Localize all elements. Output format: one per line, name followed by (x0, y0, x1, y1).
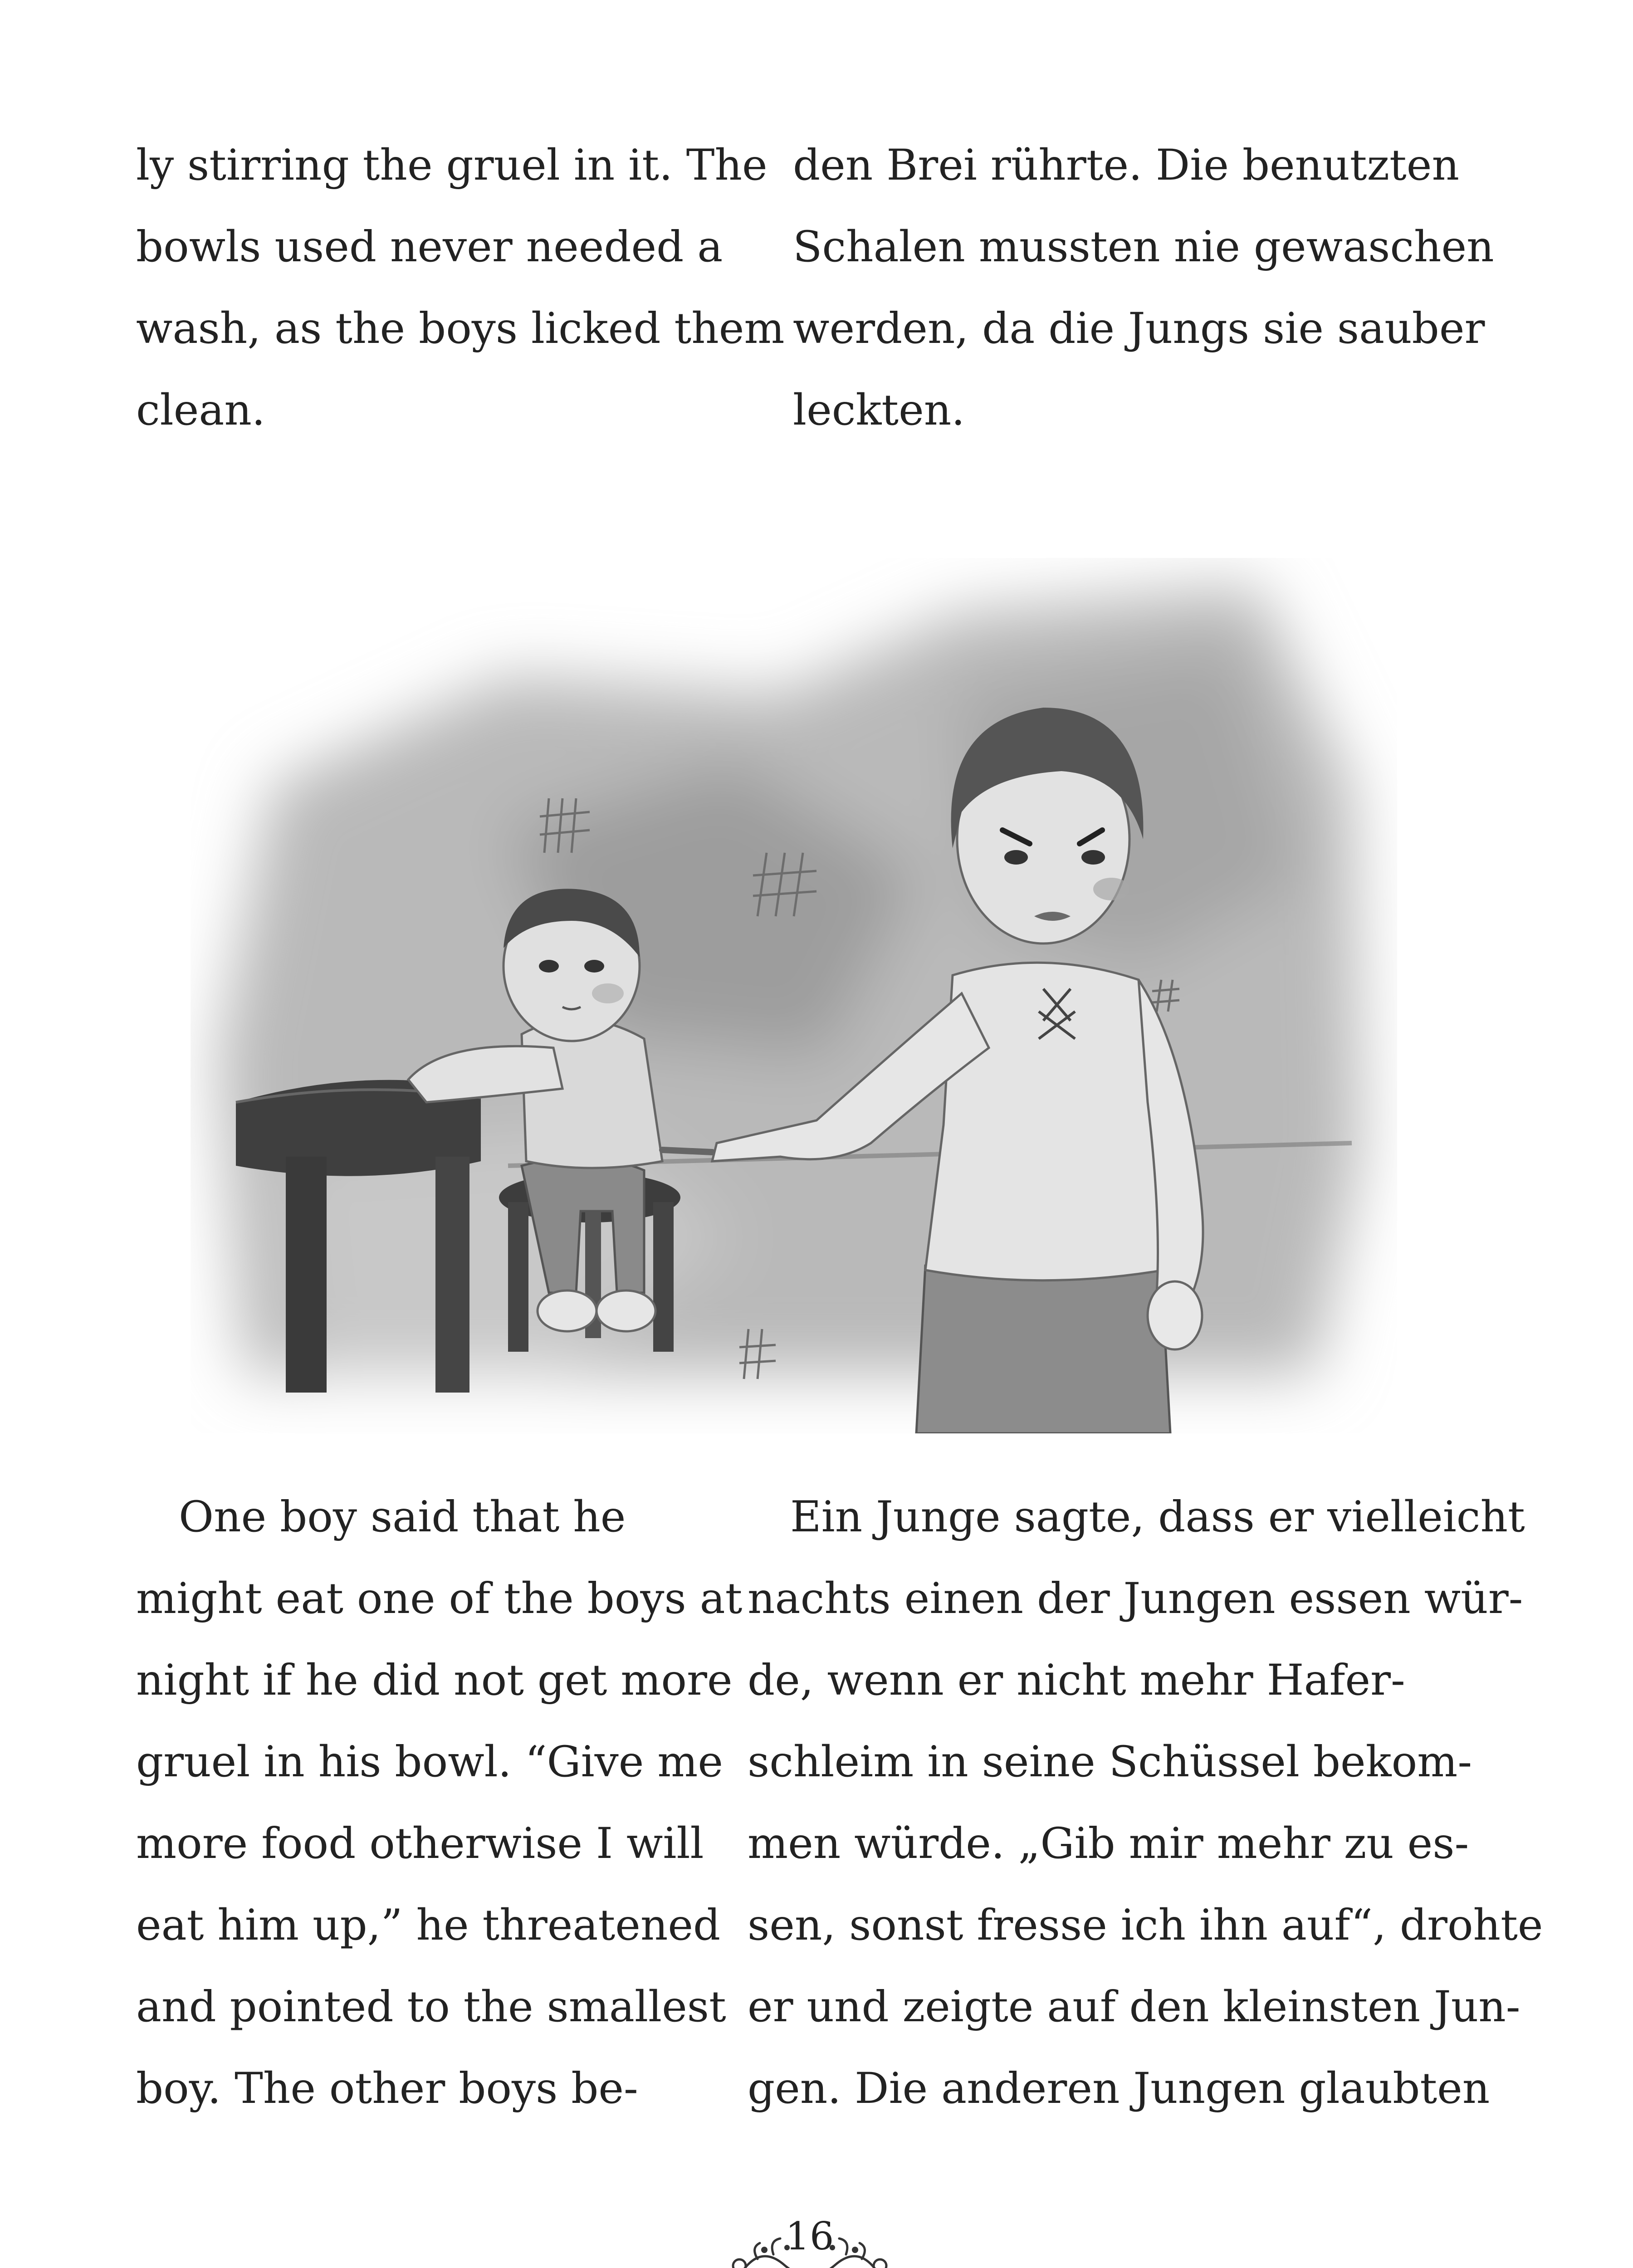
text-line: ly stirring the gruel in it. The (136, 141, 768, 190)
text-line: de, wenn er nicht mehr Hafer- (748, 1656, 1405, 1705)
text-line: night if he did not get more (136, 1656, 733, 1705)
text-line: Ein Junge sagte, dass er vielleicht (748, 1492, 1525, 1542)
page-number: 16 (785, 2214, 834, 2258)
text-line: Schalen mussten nie gewaschen (793, 222, 1494, 272)
text-line: One boy said that he (136, 1492, 626, 1542)
page-footer (714, 2204, 905, 2268)
text-line: gen. Die anderen Jungen glaubten (748, 2064, 1490, 2113)
text-line: er und zeigte auf den kleinsten Jun- (748, 1982, 1521, 2032)
text-line: might eat one of the boys at (136, 1574, 743, 1623)
text-line: men würde. „Gib mir mehr zu es- (748, 1819, 1469, 1868)
text-line: boy. The other boys be- (136, 2064, 638, 2113)
english-text-top (136, 125, 785, 451)
english-text-bottom (136, 1476, 742, 2130)
illustration (191, 558, 1397, 1433)
text-line: schleim in seine Schüssel bekom- (748, 1737, 1472, 1787)
text-line: clean. (136, 386, 265, 435)
text-line: nachts einen der Jungen essen wür- (748, 1574, 1523, 1623)
text-line: gruel in his bowl. “Give me (136, 1737, 724, 1787)
text-line: werden, da die Jungs sie sauber (793, 304, 1485, 353)
text-line: wash, as the boys licked them (136, 304, 785, 353)
text-line: den Brei rührte. Die benutzten (793, 141, 1459, 190)
text-line: leckten. (793, 386, 965, 435)
german-text-top (793, 125, 1494, 451)
text-line: eat him up,” he threatened (136, 1901, 721, 1950)
text-line: more food otherwise I will (136, 1819, 704, 1868)
german-text-bottom (748, 1476, 1543, 2130)
text-line: and pointed to the smallest (136, 1982, 726, 2032)
text-line: bowls used never needed a (136, 222, 723, 272)
text-line: sen, sonst fresse ich ihn auf“, drohte (748, 1901, 1543, 1950)
